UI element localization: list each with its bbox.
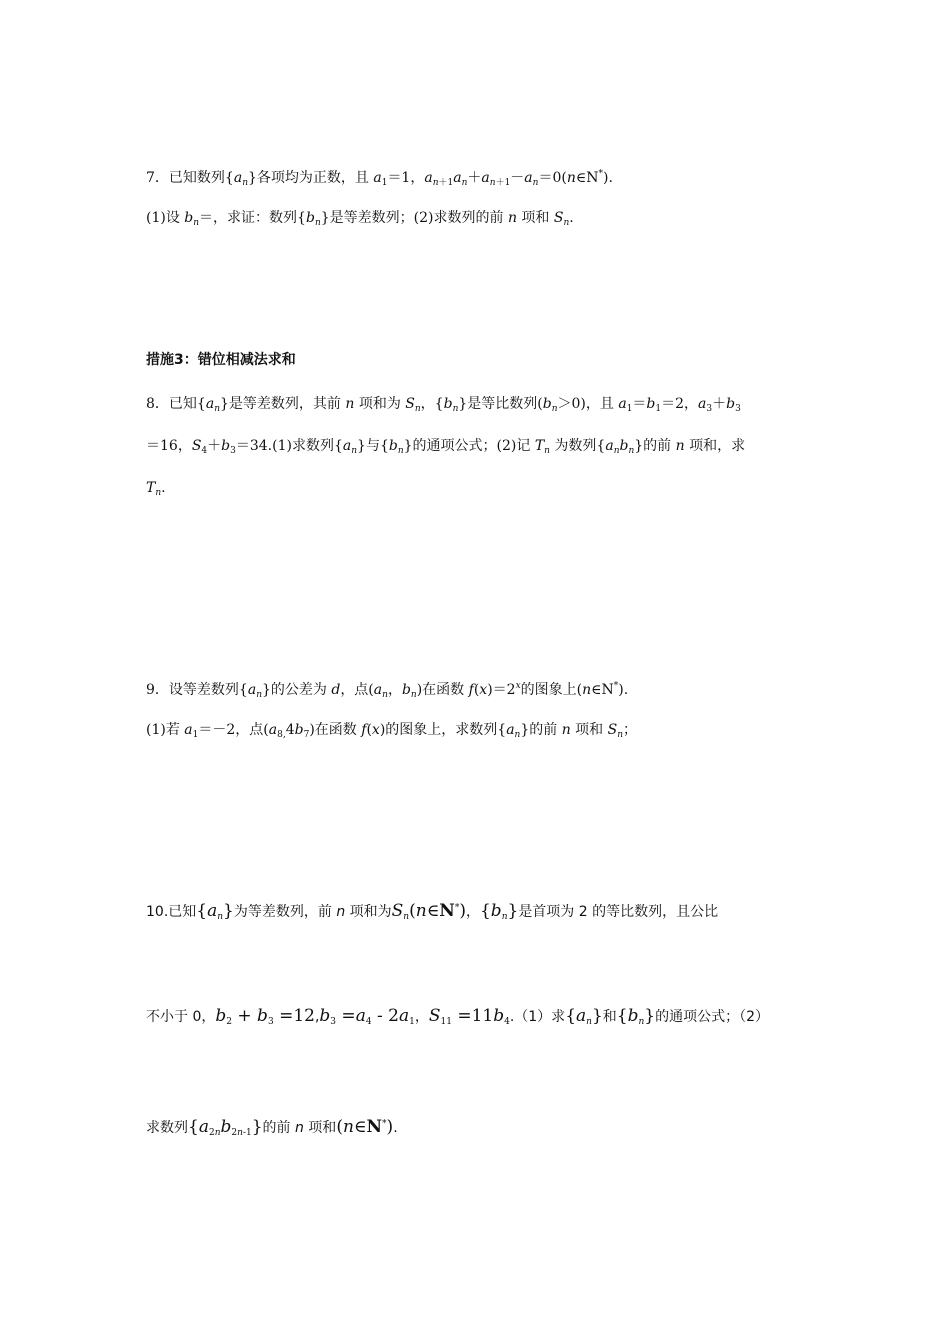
problem-8-line-2: ＝16，$S_4+b_3=34.(1)$求数列$\{a_n\}$与$\{b_n\}$的通项公式；(2)记 $T_n$ 为数列$\{a_nb_n\}$的前 n 项和，求 xyxy=(146,438,746,456)
problem-10-line-3: 求数列$\{a_{2n}b_{2n-1}\}$的前 n 项和(n∈N*). xyxy=(146,1117,398,1138)
problem-9-line-2: (1)若 $a_1=-2$，点$(a_{8,}4b_7)$在函数 f(x)的图象上，求数列$\{a_n\}$的前 n 项和 $S_n$； xyxy=(146,722,638,740)
problem-7-line-1: 7．已知数列$\{a_n\}$各项均为正数，且 $a_1=1$，$a_{n+1}a_n+a_{n+1}-a_n=0(n\in N^*)$. xyxy=(146,169,613,188)
problem-8-line-1: 8．已知$\{a_n\}$是等差数列，其前 n 项和为 $S_n$，$\{b_n\}$是等比数列$(b_n>0)$，且 $a_1=b_1=2$，$a_3+b_3$ xyxy=(146,396,741,414)
problem-10-line-1: 10.已知$\{a_n\}$为等差数列，前 n 项和为$S_n(n\in N^*)$，$\{b_n\}$是首项为 2 的等比数列，且公比 xyxy=(146,901,719,922)
problem-10-line-2: 不小于 0，$b_2 + b_3 =12,b_3 =a_4 - 2a_1$，$S_{11} =11b_4.(1)$求$\{a_n\}$和$\{b_n\}$的通项公式；（2） xyxy=(146,1006,770,1027)
problem-8-line-3: $T_n$. xyxy=(146,480,166,498)
problem-9-line-1: 9．设等差数列$\{a_n\}$的公差为 d，点($a_n$，$b_n$)在函数 $f(x)=2^x$的图象上(n∈N*). xyxy=(146,681,629,700)
section-heading: 措施3：错位相减法求和 xyxy=(146,352,296,368)
problem-7-line-2: (1)设 $b_n=$，求证：数列$\{b_n\}$是等差数列；(2)求数列的前 n 项和 $S_n$. xyxy=(146,210,574,228)
